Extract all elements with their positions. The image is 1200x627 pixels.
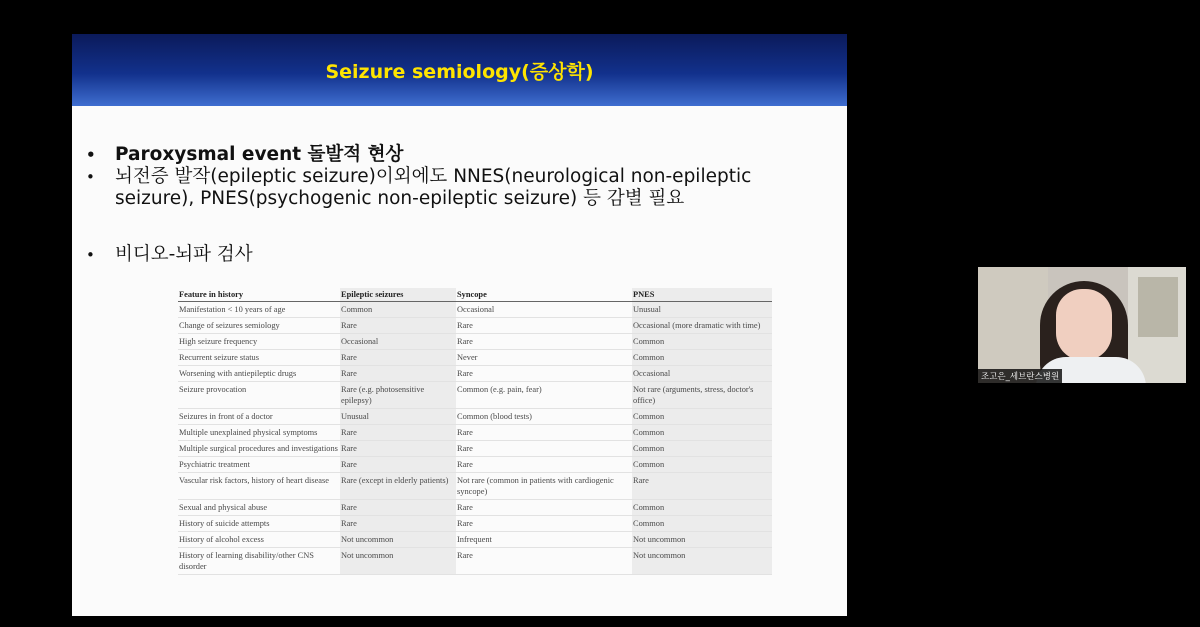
table-cell: Seizure provocation [178, 382, 340, 409]
table-cell: Common [632, 516, 772, 532]
column-header: Feature in history [178, 288, 340, 302]
table-cell: Common [632, 500, 772, 516]
slide-title: Seizure semiology(증상학) [325, 60, 594, 83]
table-cell: Rare [456, 548, 632, 575]
table-cell: Rare [456, 318, 632, 334]
table-cell: Rare (except in elderly patients) [340, 473, 456, 500]
table-row [178, 382, 772, 409]
table-row [178, 441, 772, 457]
bullet-item [86, 144, 836, 166]
bullet-list [86, 144, 836, 266]
table-cell: Rare [340, 516, 456, 532]
bullet-marker: • [86, 246, 95, 264]
table-cell: Rare [456, 457, 632, 473]
table-cell: Unusual [340, 409, 456, 425]
table-row [178, 318, 772, 334]
table-cell: Not uncommon [632, 532, 772, 548]
table-cell: Common [340, 302, 456, 318]
bullet-text: 뇌전증 발작(epileptic seizure)이외에도 NNES(neurological non-epileptic seizure), PNES(psychogenic non-epileptic seizure) 등 감별 필요 [115, 166, 752, 209]
table-cell: Rare [632, 473, 772, 500]
table-cell: Change of seizures semiology [178, 318, 340, 334]
table-cell: Rare [340, 425, 456, 441]
column-header: PNES [632, 288, 772, 302]
table-cell: Not rare (arguments, stress, doctor's office) [632, 382, 772, 409]
table-cell: Not rare (common in patients with cardiogenic syncope) [456, 473, 632, 500]
table-cell: Rare [456, 334, 632, 350]
table-cell: Occasional [340, 334, 456, 350]
table-cell: Occasional (more dramatic with time) [632, 318, 772, 334]
table-cell: Rare [340, 441, 456, 457]
table-row [178, 409, 772, 425]
video-background [978, 267, 1048, 383]
table-cell: Worsening with antiepileptic drugs [178, 366, 340, 382]
table-cell: Rare (e.g. photosensitive epilepsy) [340, 382, 456, 409]
bullet-text: Paroxysmal event 돌발적 현상 [115, 144, 404, 165]
bullet-item [86, 166, 836, 210]
table-cell: Common (e.g. pain, fear) [456, 382, 632, 409]
table-cell: Rare [456, 441, 632, 457]
table-row [178, 548, 772, 575]
table-cell: Multiple surgical procedures and investigations [178, 441, 340, 457]
table-row [178, 473, 772, 500]
table-cell: Common [632, 441, 772, 457]
table-cell: Rare [340, 457, 456, 473]
table-row [178, 302, 772, 318]
table-cell: Rare [340, 366, 456, 382]
table-row [178, 425, 772, 441]
table-header-row [178, 288, 772, 302]
feature-table [178, 288, 772, 575]
table-cell: Not uncommon [340, 532, 456, 548]
table-cell: Common [632, 425, 772, 441]
comparison-table [178, 288, 772, 575]
table-row [178, 516, 772, 532]
table-cell: Seizures in front of a doctor [178, 409, 340, 425]
table-cell: Common [632, 457, 772, 473]
table-cell: History of alcohol excess [178, 532, 340, 548]
table-cell: Occasional [456, 302, 632, 318]
participant-name-tag: 조고은_세브란스병원 [978, 369, 1062, 383]
table-cell: Psychiatric treatment [178, 457, 340, 473]
participant-face [1056, 289, 1112, 361]
video-background [1138, 277, 1178, 337]
table-row [178, 532, 772, 548]
table-cell: Rare [456, 500, 632, 516]
table-cell: Common [632, 350, 772, 366]
table-row [178, 334, 772, 350]
table-cell: History of learning disability/other CNS disorder [178, 548, 340, 575]
table-cell: Manifestation < 10 years of age [178, 302, 340, 318]
table-cell: Rare [340, 500, 456, 516]
table-row [178, 457, 772, 473]
table-cell: Common [632, 334, 772, 350]
bullet-item [86, 244, 836, 266]
table-cell: History of suicide attempts [178, 516, 340, 532]
table-cell: Rare [340, 318, 456, 334]
table-cell: Rare [456, 516, 632, 532]
table-row [178, 366, 772, 382]
table-cell: Multiple unexplained physical symptoms [178, 425, 340, 441]
table-cell: Recurrent seizure status [178, 350, 340, 366]
table-cell: Infrequent [456, 532, 632, 548]
column-header: Epileptic seizures [340, 288, 456, 302]
presentation-slide [72, 34, 847, 616]
table-row [178, 350, 772, 366]
table-cell: Not uncommon [340, 548, 456, 575]
table-cell: Common [632, 409, 772, 425]
table-cell: Rare [340, 350, 456, 366]
table-cell: High seizure frequency [178, 334, 340, 350]
slide-header [72, 34, 847, 106]
table-body [178, 302, 772, 575]
table-cell: Sexual and physical abuse [178, 500, 340, 516]
table-cell: Not uncommon [632, 548, 772, 575]
bullet-marker: • [86, 146, 96, 164]
table-cell: Rare [456, 366, 632, 382]
table-row [178, 500, 772, 516]
table-cell: Rare [456, 425, 632, 441]
table-cell: Occasional [632, 366, 772, 382]
bullet-text: 비디오-뇌파 검사 [115, 244, 253, 265]
table-cell: Common (blood tests) [456, 409, 632, 425]
table-cell: Unusual [632, 302, 772, 318]
table-cell: Vascular risk factors, history of heart disease [178, 473, 340, 500]
participant-video[interactable] [978, 267, 1186, 383]
table-cell: Never [456, 350, 632, 366]
column-header: Syncope [456, 288, 632, 302]
bullet-marker: • [86, 168, 95, 186]
